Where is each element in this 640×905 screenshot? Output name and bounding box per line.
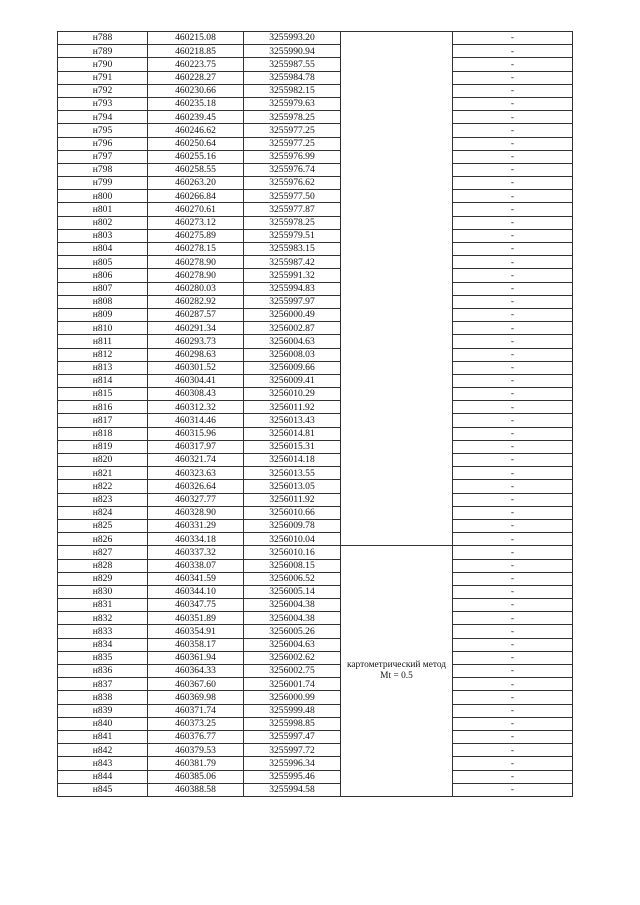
point-id-cell: н840 [58,717,148,730]
table-row [58,691,573,704]
y-coordinate-cell: 3256005.14 [244,585,341,598]
y-coordinate-cell: 3256009.66 [244,361,341,374]
y-coordinate-cell: 3256010.16 [244,546,341,559]
table-row [58,32,573,45]
point-id-cell: н805 [58,256,148,269]
accuracy-cell: - [453,243,573,256]
y-coordinate-cell: 3255976.99 [244,150,341,163]
y-coordinate-cell: 3255994.83 [244,282,341,295]
point-id-cell: н802 [58,216,148,229]
x-coordinate-cell: 460337.32 [148,546,244,559]
point-id-cell: н842 [58,744,148,757]
y-coordinate-cell: 3255976.62 [244,177,341,190]
y-coordinate-cell: 3255978.25 [244,216,341,229]
point-id-cell: н788 [58,32,148,45]
point-id-cell: н823 [58,493,148,506]
table-row [58,414,573,427]
table-row [58,757,573,770]
point-id-cell: н803 [58,229,148,242]
table-row [58,177,573,190]
point-id-cell: н795 [58,124,148,137]
x-coordinate-cell: 460218.85 [148,45,244,58]
point-id-cell: н796 [58,137,148,150]
accuracy-cell: - [453,124,573,137]
y-coordinate-cell: 3255997.47 [244,730,341,743]
x-coordinate-cell: 460358.17 [148,638,244,651]
y-coordinate-cell: 3255983.15 [244,243,341,256]
table-row [58,783,573,796]
accuracy-cell: - [453,335,573,348]
table-row [58,269,573,282]
table-row [58,533,573,546]
y-coordinate-cell: 3255976.74 [244,163,341,176]
y-coordinate-cell: 3255982.15 [244,84,341,97]
table-row [58,572,573,585]
accuracy-cell: - [453,467,573,480]
y-coordinate-cell: 3256005.26 [244,625,341,638]
x-coordinate-cell: 460239.45 [148,111,244,124]
point-id-cell: н798 [58,163,148,176]
x-coordinate-cell: 460327.77 [148,493,244,506]
accuracy-cell: - [453,32,573,45]
point-id-cell: н828 [58,559,148,572]
x-coordinate-cell: 460385.06 [148,770,244,783]
point-id-cell: н791 [58,71,148,84]
point-id-cell: н833 [58,625,148,638]
x-coordinate-cell: 460235.18 [148,97,244,110]
y-coordinate-cell: 3255978.25 [244,111,341,124]
point-id-cell: н829 [58,572,148,585]
point-id-cell: н815 [58,388,148,401]
table-row [58,45,573,58]
accuracy-cell: - [453,665,573,678]
point-id-cell: н821 [58,467,148,480]
y-coordinate-cell: 3256004.38 [244,599,341,612]
accuracy-cell: - [453,678,573,691]
point-id-cell: н818 [58,427,148,440]
x-coordinate-cell: 460364.33 [148,665,244,678]
x-coordinate-cell: 460273.12 [148,216,244,229]
table-row [58,322,573,335]
table-row [58,519,573,532]
y-coordinate-cell: 3255993.20 [244,32,341,45]
point-id-cell: н799 [58,177,148,190]
x-coordinate-cell: 460317.97 [148,440,244,453]
y-coordinate-cell: 3255977.25 [244,137,341,150]
accuracy-cell: - [453,256,573,269]
accuracy-cell: - [453,348,573,361]
table-row [58,348,573,361]
point-id-cell: н814 [58,374,148,387]
y-coordinate-cell: 3255997.97 [244,295,341,308]
accuracy-cell: - [453,282,573,295]
y-coordinate-cell: 3256006.52 [244,572,341,585]
table-row [58,651,573,664]
y-coordinate-cell: 3256014.18 [244,454,341,467]
x-coordinate-cell: 460228.27 [148,71,244,84]
accuracy-cell: - [453,216,573,229]
point-id-cell: н843 [58,757,148,770]
point-id-cell: н841 [58,730,148,743]
y-coordinate-cell: 3255999.48 [244,704,341,717]
x-coordinate-cell: 460270.61 [148,203,244,216]
point-id-cell: н835 [58,651,148,664]
table-row [58,335,573,348]
x-coordinate-cell: 460308.43 [148,388,244,401]
x-coordinate-cell: 460369.98 [148,691,244,704]
point-id-cell: н789 [58,45,148,58]
accuracy-cell: - [453,269,573,282]
x-coordinate-cell: 460282.92 [148,295,244,308]
table-row [58,493,573,506]
accuracy-cell: - [453,361,573,374]
x-coordinate-cell: 460291.34 [148,322,244,335]
y-coordinate-cell: 3256004.63 [244,335,341,348]
accuracy-cell: - [453,45,573,58]
point-id-cell: н831 [58,599,148,612]
accuracy-cell: - [453,177,573,190]
accuracy-cell: - [453,388,573,401]
point-id-cell: н838 [58,691,148,704]
point-id-cell: н837 [58,678,148,691]
point-id-cell: н811 [58,335,148,348]
y-coordinate-cell: 3256011.92 [244,401,341,414]
point-id-cell: н830 [58,585,148,598]
accuracy-cell: - [453,704,573,717]
accuracy-cell: - [453,506,573,519]
point-id-cell: н825 [58,519,148,532]
x-coordinate-cell: 460344.10 [148,585,244,598]
table-row [58,150,573,163]
accuracy-cell: - [453,546,573,559]
point-id-cell: н812 [58,348,148,361]
accuracy-cell: - [453,190,573,203]
y-coordinate-cell: 3256013.43 [244,414,341,427]
y-coordinate-cell: 3255979.51 [244,229,341,242]
table-row [58,58,573,71]
table-row [58,440,573,453]
point-id-cell: н845 [58,783,148,796]
x-coordinate-cell: 460388.58 [148,783,244,796]
accuracy-cell: - [453,572,573,585]
y-coordinate-cell: 3256008.15 [244,559,341,572]
accuracy-cell: - [453,84,573,97]
y-coordinate-cell: 3256013.05 [244,480,341,493]
accuracy-cell: - [453,493,573,506]
x-coordinate-cell: 460278.90 [148,256,244,269]
x-coordinate-cell: 460301.52 [148,361,244,374]
x-coordinate-cell: 460293.73 [148,335,244,348]
accuracy-cell: - [453,783,573,796]
x-coordinate-cell: 460230.66 [148,84,244,97]
table-row [58,467,573,480]
table-row [58,97,573,110]
point-id-cell: н826 [58,533,148,546]
point-id-cell: н844 [58,770,148,783]
accuracy-cell: - [453,691,573,704]
accuracy-cell: - [453,625,573,638]
x-coordinate-cell: 460263.20 [148,177,244,190]
table-row [58,625,573,638]
method-cell-blank [341,32,453,546]
point-id-cell: н808 [58,295,148,308]
point-id-cell: н822 [58,480,148,493]
accuracy-cell: - [453,519,573,532]
table-row [58,256,573,269]
accuracy-cell: - [453,612,573,625]
accuracy-cell: - [453,203,573,216]
x-coordinate-cell: 460246.62 [148,124,244,137]
table-row [58,388,573,401]
accuracy-cell: - [453,308,573,321]
accuracy-cell: - [453,137,573,150]
y-coordinate-cell: 3255977.25 [244,124,341,137]
y-coordinate-cell: 3256010.66 [244,506,341,519]
table-row [58,124,573,137]
point-id-cell: н807 [58,282,148,295]
accuracy-cell: - [453,295,573,308]
table-row [58,427,573,440]
accuracy-cell: - [453,150,573,163]
y-coordinate-cell: 3256004.63 [244,638,341,651]
accuracy-cell: - [453,717,573,730]
accuracy-cell: - [453,58,573,71]
table-row [58,506,573,519]
point-id-cell: н839 [58,704,148,717]
x-coordinate-cell: 460278.15 [148,243,244,256]
table-row [58,665,573,678]
x-coordinate-cell: 460278.90 [148,269,244,282]
x-coordinate-cell: 460323.63 [148,467,244,480]
accuracy-cell: - [453,585,573,598]
table-row [58,111,573,124]
y-coordinate-cell: 3256000.49 [244,308,341,321]
table-row [58,638,573,651]
y-coordinate-cell: 3256001.74 [244,678,341,691]
table-row [58,770,573,783]
x-coordinate-cell: 460312.32 [148,401,244,414]
y-coordinate-cell: 3256009.78 [244,519,341,532]
table-row [58,137,573,150]
x-coordinate-cell: 460338.07 [148,559,244,572]
accuracy-cell: - [453,163,573,176]
y-coordinate-cell: 3255991.32 [244,269,341,282]
x-coordinate-cell: 460223.75 [148,58,244,71]
y-coordinate-cell: 3255984.78 [244,71,341,84]
table-row [58,704,573,717]
table-row [58,585,573,598]
point-id-cell: н792 [58,84,148,97]
y-coordinate-cell: 3255996.34 [244,757,341,770]
table-row [58,216,573,229]
y-coordinate-cell: 3255995.46 [244,770,341,783]
table-row [58,730,573,743]
accuracy-cell: - [453,322,573,335]
y-coordinate-cell: 3256002.62 [244,651,341,664]
y-coordinate-cell: 3256011.92 [244,493,341,506]
x-coordinate-cell: 460371.74 [148,704,244,717]
accuracy-cell: - [453,599,573,612]
table-row [58,612,573,625]
x-coordinate-cell: 460379.53 [148,744,244,757]
coordinates-table-body [58,32,573,797]
table-row [58,190,573,203]
point-id-cell: н790 [58,58,148,71]
x-coordinate-cell: 460376.77 [148,730,244,743]
point-id-cell: н801 [58,203,148,216]
x-coordinate-cell: 460280.03 [148,282,244,295]
table-row [58,480,573,493]
x-coordinate-cell: 460341.59 [148,572,244,585]
point-id-cell: н817 [58,414,148,427]
y-coordinate-cell: 3256004.38 [244,612,341,625]
table-row [58,71,573,84]
point-id-cell: н819 [58,440,148,453]
accuracy-cell: - [453,97,573,110]
accuracy-cell: - [453,770,573,783]
x-coordinate-cell: 460347.75 [148,599,244,612]
x-coordinate-cell: 460321.74 [148,454,244,467]
coordinates-table [57,31,573,797]
y-coordinate-cell: 3255994.58 [244,783,341,796]
table-row [58,717,573,730]
x-coordinate-cell: 460215.08 [148,32,244,45]
point-id-cell: н797 [58,150,148,163]
table-row [58,374,573,387]
table-row [58,84,573,97]
x-coordinate-cell: 460354.91 [148,625,244,638]
y-coordinate-cell: 3255987.42 [244,256,341,269]
y-coordinate-cell: 3256010.29 [244,388,341,401]
x-coordinate-cell: 460334.18 [148,533,244,546]
table-row [58,203,573,216]
accuracy-cell: - [453,229,573,242]
accuracy-cell: - [453,533,573,546]
table-row [58,599,573,612]
table-row [58,401,573,414]
y-coordinate-cell: 3256002.75 [244,665,341,678]
table-row [58,361,573,374]
y-coordinate-cell: 3256008.03 [244,348,341,361]
x-coordinate-cell: 460266.84 [148,190,244,203]
y-coordinate-cell: 3255997.72 [244,744,341,757]
x-coordinate-cell: 460314.46 [148,414,244,427]
x-coordinate-cell: 460304.41 [148,374,244,387]
accuracy-cell: - [453,111,573,124]
accuracy-cell: - [453,401,573,414]
accuracy-cell: - [453,651,573,664]
x-coordinate-cell: 460298.63 [148,348,244,361]
x-coordinate-cell: 460351.89 [148,612,244,625]
point-id-cell: н813 [58,361,148,374]
y-coordinate-cell: 3256010.04 [244,533,341,546]
accuracy-cell: - [453,454,573,467]
accuracy-cell: - [453,427,573,440]
accuracy-cell: - [453,757,573,770]
accuracy-cell: - [453,440,573,453]
x-coordinate-cell: 460287.57 [148,308,244,321]
y-coordinate-cell: 3255979.63 [244,97,341,110]
x-coordinate-cell: 460381.79 [148,757,244,770]
accuracy-cell: - [453,480,573,493]
accuracy-cell: - [453,559,573,572]
y-coordinate-cell: 3256000.99 [244,691,341,704]
x-coordinate-cell: 460250.64 [148,137,244,150]
point-id-cell: н827 [58,546,148,559]
table-row [58,163,573,176]
x-coordinate-cell: 460315.96 [148,427,244,440]
table-row [58,454,573,467]
x-coordinate-cell: 460367.60 [148,678,244,691]
y-coordinate-cell: 3255998.85 [244,717,341,730]
x-coordinate-cell: 460326.64 [148,480,244,493]
y-coordinate-cell: 3255977.87 [244,203,341,216]
table-row [58,295,573,308]
accuracy-cell: - [453,414,573,427]
y-coordinate-cell: 3255977.50 [244,190,341,203]
table-row [58,678,573,691]
x-coordinate-cell: 460361.94 [148,651,244,664]
point-id-cell: н816 [58,401,148,414]
x-coordinate-cell: 460331.29 [148,519,244,532]
point-id-cell: н810 [58,322,148,335]
point-id-cell: н809 [58,308,148,321]
table-row [58,243,573,256]
accuracy-cell: - [453,374,573,387]
point-id-cell: н800 [58,190,148,203]
table-row [58,546,573,559]
table-row [58,229,573,242]
x-coordinate-cell: 460275.89 [148,229,244,242]
point-id-cell: н834 [58,638,148,651]
point-id-cell: н793 [58,97,148,110]
table-row [58,559,573,572]
table-row [58,282,573,295]
accuracy-cell: - [453,71,573,84]
y-coordinate-cell: 3256015.31 [244,440,341,453]
point-id-cell: н832 [58,612,148,625]
method-note-cell: картометрический метод Mt = 0.5 [341,546,453,797]
y-coordinate-cell: 3256002.87 [244,322,341,335]
point-id-cell: н804 [58,243,148,256]
table-row [58,744,573,757]
x-coordinate-cell: 460258.55 [148,163,244,176]
point-id-cell: н824 [58,506,148,519]
point-id-cell: н836 [58,665,148,678]
y-coordinate-cell: 3256013.55 [244,467,341,480]
x-coordinate-cell: 460328.90 [148,506,244,519]
table-row [58,308,573,321]
point-id-cell: н794 [58,111,148,124]
point-id-cell: н820 [58,454,148,467]
accuracy-cell: - [453,638,573,651]
y-coordinate-cell: 3256014.81 [244,427,341,440]
accuracy-cell: - [453,744,573,757]
y-coordinate-cell: 3255990.94 [244,45,341,58]
point-id-cell: н806 [58,269,148,282]
y-coordinate-cell: 3256009.41 [244,374,341,387]
y-coordinate-cell: 3255987.55 [244,58,341,71]
x-coordinate-cell: 460255.16 [148,150,244,163]
accuracy-cell: - [453,730,573,743]
x-coordinate-cell: 460373.25 [148,717,244,730]
